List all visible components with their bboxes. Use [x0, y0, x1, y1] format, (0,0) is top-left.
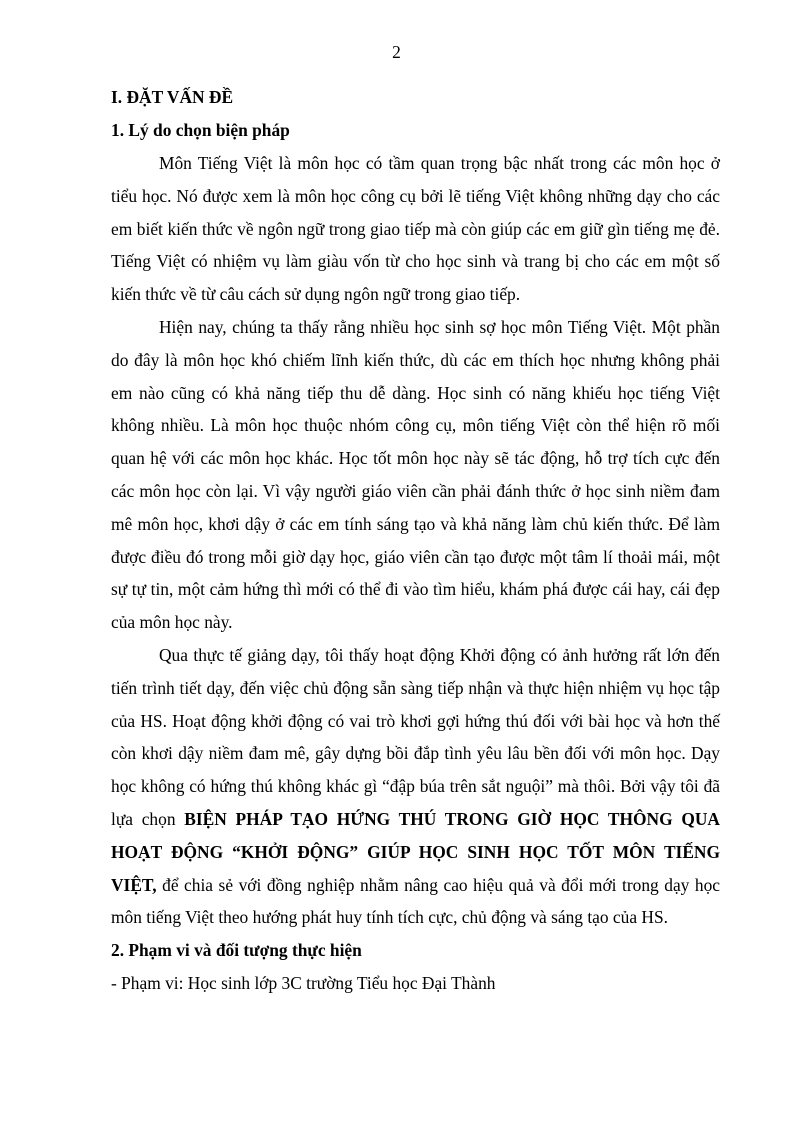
subsection-title-reason: 1. Lý do chọn biện pháp	[111, 120, 290, 140]
paragraph-1: Môn Tiếng Việt là môn học có tầm quan trọng bậc nhất trong các môn học ở tiểu học. Nó được xem là môn học công cụ bởi lẽ tiếng Việt không những dạy cho các em biết kiến thức về ngôn ngữ trong giao tiếp mà còn giúp các em giữ gìn tiếng mẹ đẻ. Tiếng Việt có nhiệm vụ làm giàu vốn từ cho học sinh và trang bị cho các em một số kiến thức về từ câu cách sử dụng ngôn ngữ trong giao tiếp.	[111, 153, 720, 305]
page-number: 2	[392, 42, 401, 62]
paragraph-3-bold-title: BIỆN PHÁP TẠO HỨNG THÚ TRONG GIỜ HỌC THÔNG QUA HOẠT ĐỘNG “KHỞI ĐỘNG” GIÚP HỌC SINH HỌC TỐT MÔN TIẾNG VIỆT,	[111, 808, 720, 895]
paragraph-3	[111, 639, 720, 934]
document-body	[111, 81, 720, 1000]
subsection-title-scope: 2. Phạm vi và đối tượng thực hiện	[111, 940, 362, 961]
scope-line: - Phạm vi: Học sinh lớp 3C trường Tiểu học Đại Thành	[111, 973, 496, 994]
paragraph-3-start: Qua thực tế giảng dạy, tôi thấy hoạt động Khởi động có ảnh hưởng rất lớn đến tiến trình tiết dạy, đến việc chủ động sẵn sàng tiếp nhận và thực hiện nhiệm vụ học tập của HS. Hoạt động khởi động có vai trò khơi gợi hứng thú đối với bài học và hơn thế còn khơi dậy niềm đam mê, gây dựng bồi đắp tình yêu lâu bền đối với môn học. Dạy học không có hứng thú không khác gì “đập búa trên sắt nguội” mà thôi. Bởi vậy tôi đã lựa chọn	[111, 644, 720, 829]
paragraph-3-end: để chia sẻ với đồng nghiệp nhằm nâng cao hiệu quả và đổi mới trong dạy học môn tiếng Việt theo hướng phát huy tính tích cực, chủ động và sáng tạo của HS.	[111, 874, 720, 928]
section-title: I. ĐẶT VẤN ĐỀ	[111, 87, 234, 107]
paragraph-2: Hiện nay, chúng ta thấy rằng nhiều học sinh sợ học môn Tiếng Việt. Một phần do đây là môn học khó chiếm lĩnh kiến thức, dù các em thích học nhưng không phải em nào cũng có khả năng tiếp thu dễ dàng. Học sinh có năng khiếu học tiếng Việt không nhiều. Là môn học thuộc nhóm công cụ, môn tiếng Việt còn thể hiện rõ mối quan hệ với các môn học khác. Học tốt môn học này sẽ tác động, hỗ trợ tích cực đến các môn học còn lại. Vì vậy người giáo viên cần phải đánh thức ở học sinh niềm đam mê môn học, khơi dậy ở các em tính sáng tạo và khả năng làm chủ kiến thức. Để làm được điều đó trong mỗi giờ dạy học, giáo viên cần tạo được một tâm lí thoải mái, một sự tự tin, một cảm hứng thì mới có thể đi vào tìm hiểu, khám phá được cái hay, cái đẹp của môn học này.	[111, 316, 720, 633]
